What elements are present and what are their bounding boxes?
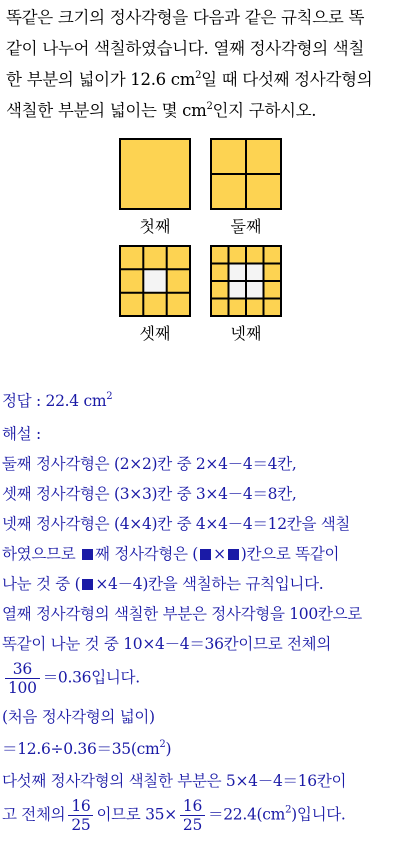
question-line: 똑같은 크기의 정사각형을 다음과 같은 규칙으로 똑 — [6, 8, 365, 27]
figure-label-first: 첫째 — [139, 217, 171, 236]
figure-second — [210, 138, 282, 210]
explanation-line: 셋째 정사각형은 (3×3)칸 중 3×4－4＝8칸, — [2, 485, 297, 503]
explanation-line: 넷째 정사각형은 (4×4)칸 중 4×4－4＝12칸을 색칠 — [2, 515, 351, 533]
explanation-line: $\frac{36}{100}$ ＝0.36입니다. — [2, 660, 140, 697]
fraction: $\frac{16}{25}$ — [180, 797, 205, 834]
figure-label-second: 둘째 — [230, 217, 262, 236]
question-line: 같이 나누어 색칠하였습니다. 열째 정사각형의 색칠 — [6, 39, 365, 58]
blank-square-icon — [82, 549, 93, 560]
figure-first — [119, 138, 191, 210]
explanation-line: 열째 정사각형의 색칠한 부분은 정사각형을 100칸으로 — [2, 605, 362, 623]
figure-fourth — [210, 245, 282, 317]
question-line: 한 부분의 넓이가 12.6 $cm^2$일 때 다섯째 정사각형의 — [6, 70, 373, 89]
explanation-line: 하였으므로 째 정사각형은 ( × )칸으로 똑같이 — [2, 545, 340, 563]
explanation-label: 해설 : — [2, 425, 41, 443]
figure-third — [119, 245, 191, 317]
explanation-line: 똑같이 나눈 것 중 10×4－4＝36칸이므로 전체의 — [2, 635, 332, 653]
question-line: 색칠한 부분의 넓이는 몇 $cm^2$인지 구하시오. — [6, 101, 317, 120]
blank-square-icon — [228, 549, 239, 560]
explanation-line: 나눈 것 중 ( ×4－4)칸을 색칠하는 규칙입니다. — [2, 575, 324, 593]
explanation-line: 고 전체의 $\frac{16}{25}$ 이므로 35× $\frac{16}{25}$ $=22.4(cm^2)$입니다. — [2, 797, 346, 834]
explanation-line: 둘째 정사각형은 (2×2)칸 중 2×4－4＝4칸, — [2, 455, 297, 473]
question-text — [6, 2, 398, 126]
explanation-line: 다섯째 정사각형의 색칠한 부분은 5×4－4＝16칸이 — [2, 772, 347, 790]
blank-square-icon — [82, 579, 93, 590]
figure-label-third: 셋째 — [139, 324, 171, 343]
figure-label-fourth: 넷째 — [230, 324, 262, 343]
explanation-line: $=12.6\div 0.36=35(cm^2)$ — [2, 739, 172, 758]
blank-square-icon — [200, 549, 211, 560]
explanation-line: (처음 정사각형의 넓이) — [2, 708, 155, 726]
answer-label: 정답 : 22.4 $cm^2$ — [2, 391, 113, 410]
fraction: $\frac{36}{100}$ — [5, 660, 40, 697]
fraction: $\frac{16}{25}$ — [68, 797, 93, 834]
